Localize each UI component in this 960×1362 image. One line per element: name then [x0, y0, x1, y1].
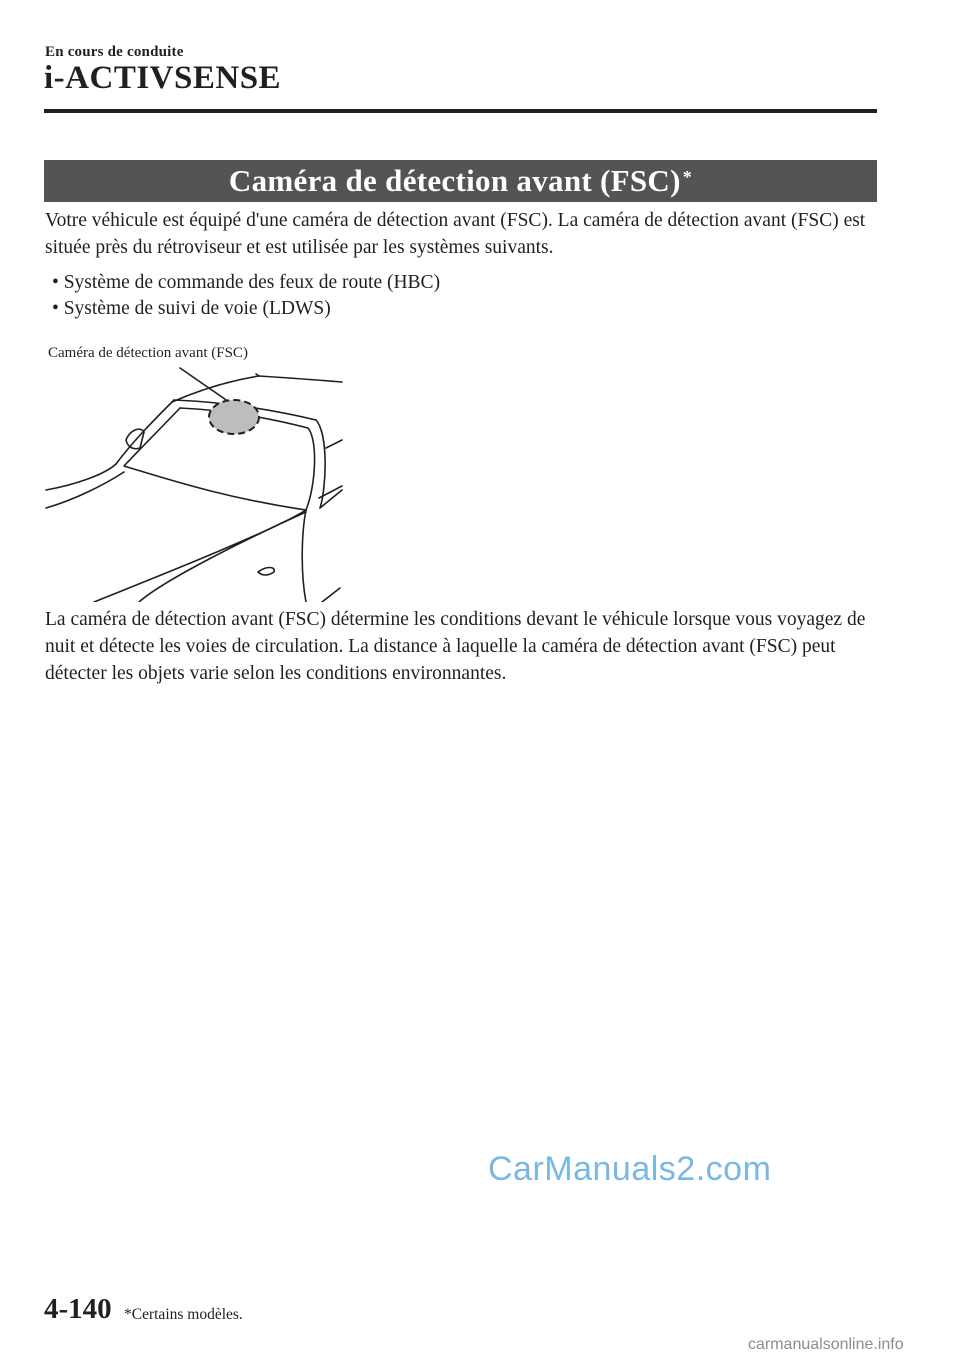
source-watermark: carmanualsonline.info	[748, 1336, 904, 1353]
optional-equipment-marker: *	[682, 166, 693, 187]
topic-heading-bar	[44, 160, 877, 202]
camera-area-marker	[209, 400, 259, 434]
page-number: 4-140	[44, 1293, 112, 1325]
figure-caption: Caméra de détection avant (FSC)	[48, 345, 248, 361]
list-item: • Système de suivi de voie (LDWS)	[52, 296, 440, 322]
list-item: • Système de commande des feux de route (HBC)	[52, 270, 440, 296]
chapter-title: i-ACTIVSENSE	[44, 60, 282, 96]
footnote: *Certains modèles.	[124, 1306, 243, 1323]
brand-watermark: CarManuals2.com	[488, 1150, 772, 1188]
windshield-illustration	[44, 340, 344, 602]
intro-paragraph: Votre véhicule est équipé d'une caméra de détection avant (FSC). La caméra de détection avant (FSC) est située près du rétroviseur et est utilisée par les systèmes suivants.	[45, 210, 866, 258]
section-kicker: En cours de conduite	[45, 44, 184, 60]
camera-location-figure	[44, 340, 344, 602]
body-paragraph: La caméra de détection avant (FSC) détermine les conditions devant le véhicule lorsque vous voyagez de nuit et détecte les voies de circulation. La distance à laquelle la caméra de détection avant (FSC) peut détecter les objets varie selon les conditions environnantes.	[45, 609, 866, 684]
topic-title: Caméra de détection avant (FSC)	[228, 163, 681, 198]
header-rule	[44, 109, 877, 113]
systems-list	[52, 270, 440, 322]
